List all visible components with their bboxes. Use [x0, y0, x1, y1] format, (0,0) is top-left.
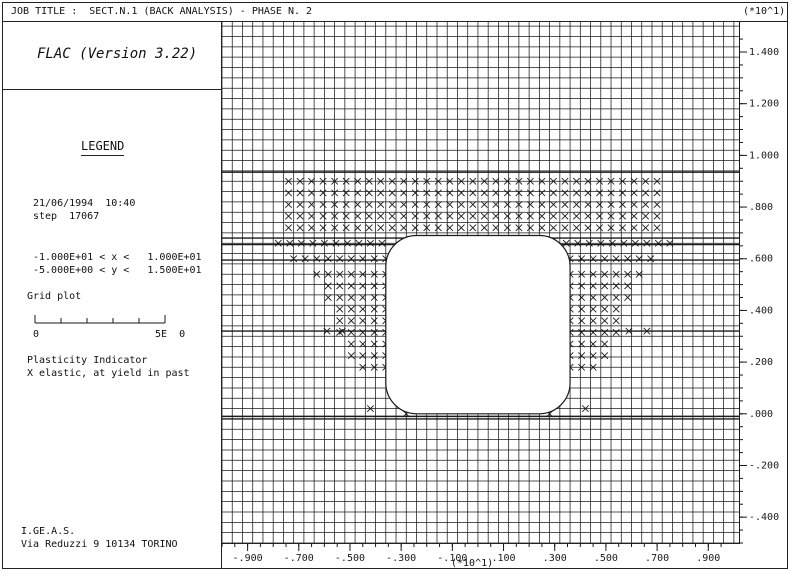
- yield-marker: [578, 318, 584, 324]
- yield-marker: [596, 213, 602, 219]
- yield-marker: [619, 190, 625, 196]
- yield-marker: [337, 306, 343, 312]
- yield-marker: [578, 329, 584, 335]
- yield-marker: [504, 190, 510, 196]
- yield-marker: [642, 225, 648, 231]
- yield-marker: [371, 256, 377, 262]
- yield-marker: [297, 213, 303, 219]
- yield-marker: [527, 213, 533, 219]
- x-axis-scale-label: (*10^1): [451, 558, 494, 569]
- yield-marker: [601, 329, 607, 335]
- yield-marker: [578, 306, 584, 312]
- yield-marker: [481, 213, 487, 219]
- yield-marker: [613, 329, 619, 335]
- yield-marker: [573, 225, 579, 231]
- yield-marker: [619, 225, 625, 231]
- yield-marker: [504, 225, 510, 231]
- legend-panel: [3, 21, 222, 568]
- y-tick-label: -.200: [749, 460, 780, 472]
- legend-step: step 17067: [33, 211, 100, 222]
- yield-marker: [527, 225, 533, 231]
- x-tick-label: -.900: [232, 553, 263, 564]
- yield-marker: [654, 190, 660, 196]
- yield-marker: [458, 225, 464, 231]
- yield-marker: [601, 256, 607, 262]
- yield-marker: [578, 283, 584, 289]
- yield-marker: [613, 283, 619, 289]
- yield-marker: [596, 190, 602, 196]
- yield-marker: [642, 190, 648, 196]
- excavation-opening: [386, 235, 570, 413]
- yield-marker: [337, 283, 343, 289]
- y-tick-label: .000: [749, 408, 774, 420]
- yield-marker: [613, 256, 619, 262]
- software-title: FLAC (Version 3.22): [37, 46, 198, 62]
- legend-x-range: -1.000E+01 < x < 1.000E+01: [33, 252, 202, 263]
- yield-marker: [371, 329, 377, 335]
- yield-marker: [613, 318, 619, 324]
- x-tick-label: .900: [696, 553, 721, 564]
- yield-marker: [285, 190, 291, 196]
- yield-marker: [412, 190, 418, 196]
- yield-marker: [562, 225, 568, 231]
- yield-marker: [458, 190, 464, 196]
- yield-marker: [648, 256, 654, 262]
- y-tick-label: .200: [749, 357, 774, 369]
- yield-marker: [343, 225, 349, 231]
- yield-marker: [578, 256, 584, 262]
- yield-marker: [654, 213, 660, 219]
- y-tick-label: -.400: [749, 512, 780, 524]
- yield-marker: [573, 190, 579, 196]
- yield-marker: [377, 213, 383, 219]
- yield-marker: [619, 213, 625, 219]
- yield-marker: [366, 213, 372, 219]
- yield-marker: [435, 225, 441, 231]
- legend-title: LEGEND: [81, 139, 124, 156]
- yield-marker: [435, 213, 441, 219]
- yield-marker: [601, 283, 607, 289]
- yield-marker: [550, 190, 556, 196]
- header-scale-label: (*10^1): [743, 6, 786, 17]
- y-tick-label: 1.000: [749, 150, 780, 162]
- yield-marker: [348, 283, 354, 289]
- yield-marker: [348, 329, 354, 335]
- yield-marker: [578, 352, 584, 358]
- legend-y-range: -5.000E+00 < y < 1.500E+01: [33, 265, 202, 276]
- yield-marker: [613, 306, 619, 312]
- yield-marker: [562, 213, 568, 219]
- yield-marker: [412, 213, 418, 219]
- plasticity-indicator-desc: X elastic, at yield in past: [27, 368, 190, 379]
- yield-marker: [377, 225, 383, 231]
- y-tick-label: 1.400: [749, 47, 780, 59]
- yield-marker: [654, 225, 660, 231]
- scale-end-label: 5E 0: [155, 329, 186, 340]
- yield-marker: [642, 213, 648, 219]
- yield-marker: [624, 256, 630, 262]
- y-tick-label: .400: [749, 305, 774, 317]
- plasticity-indicator-title: Plasticity Indicator: [27, 355, 148, 366]
- yield-marker: [302, 256, 308, 262]
- scale-start-label: 0: [33, 329, 40, 340]
- yield-marker: [550, 225, 556, 231]
- yield-marker: [481, 190, 487, 196]
- yield-marker: [366, 190, 372, 196]
- yield-marker: [458, 213, 464, 219]
- yield-marker: [325, 283, 331, 289]
- finite-difference-grid: [222, 21, 739, 543]
- yield-marker: [377, 190, 383, 196]
- yield-marker: [624, 283, 630, 289]
- yield-marker: [550, 213, 556, 219]
- yield-marker: [297, 190, 303, 196]
- header-row: [3, 3, 787, 22]
- x-tick-label: -.300: [386, 553, 417, 564]
- yield-marker: [348, 306, 354, 312]
- yield-marker: [285, 225, 291, 231]
- yield-marker: [470, 213, 476, 219]
- yield-marker: [320, 213, 326, 219]
- yield-marker: [601, 352, 607, 358]
- x-tick-label: .100: [491, 553, 516, 564]
- yield-marker: [348, 352, 354, 358]
- yield-marker: [285, 213, 291, 219]
- yield-marker: [337, 318, 343, 324]
- yield-marker: [470, 190, 476, 196]
- yield-marker: [325, 256, 331, 262]
- yield-marker: [337, 256, 343, 262]
- y-axis: [739, 21, 787, 568]
- yield-marker: [596, 225, 602, 231]
- yield-marker: [481, 225, 487, 231]
- y-tick-label: 1.200: [749, 98, 780, 110]
- yield-marker: [601, 306, 607, 312]
- yield-marker: [348, 256, 354, 262]
- x-tick-label: .300: [542, 553, 567, 564]
- yield-marker: [562, 190, 568, 196]
- scale-bar: [31, 313, 171, 327]
- yield-marker: [371, 352, 377, 358]
- yield-marker: [371, 318, 377, 324]
- yield-marker: [412, 225, 418, 231]
- yield-marker: [343, 213, 349, 219]
- yield-marker: [371, 306, 377, 312]
- job-title: JOB TITLE : SECT.N.1 (BACK ANALYSIS) - PHASE N. 2: [11, 6, 313, 17]
- yield-marker: [389, 190, 395, 196]
- x-tick-label: -.700: [283, 553, 314, 564]
- x-tick-label: .500: [593, 553, 618, 564]
- footer-address: Via Reduzzi 9 10134 TORINO: [21, 539, 178, 550]
- y-tick-label: .800: [749, 202, 774, 214]
- y-axis-ticks: [739, 21, 787, 568]
- yield-marker: [366, 225, 372, 231]
- grid-plot-label: Grid plot: [27, 291, 82, 302]
- legend-date: 21/06/1994 10:40: [33, 198, 136, 209]
- yield-marker: [527, 190, 533, 196]
- yield-marker: [389, 225, 395, 231]
- yield-marker: [435, 190, 441, 196]
- grid-plot-area: [222, 21, 740, 544]
- yield-marker: [320, 225, 326, 231]
- y-tick-label: .600: [749, 253, 774, 265]
- footer-org: I.GE.A.S.: [21, 526, 76, 537]
- yield-marker: [348, 318, 354, 324]
- yield-marker: [320, 190, 326, 196]
- yield-marker: [389, 213, 395, 219]
- x-tick-label: -.100: [437, 553, 468, 564]
- yield-marker: [343, 190, 349, 196]
- yield-marker: [601, 318, 607, 324]
- yield-marker: [573, 213, 579, 219]
- yield-marker: [371, 283, 377, 289]
- plot-frame: [2, 2, 788, 569]
- yield-marker: [504, 213, 510, 219]
- x-tick-label: -.500: [334, 553, 366, 564]
- yield-marker: [297, 225, 303, 231]
- brand-box: [3, 21, 221, 90]
- x-tick-label: .700: [645, 553, 670, 564]
- yield-marker: [470, 225, 476, 231]
